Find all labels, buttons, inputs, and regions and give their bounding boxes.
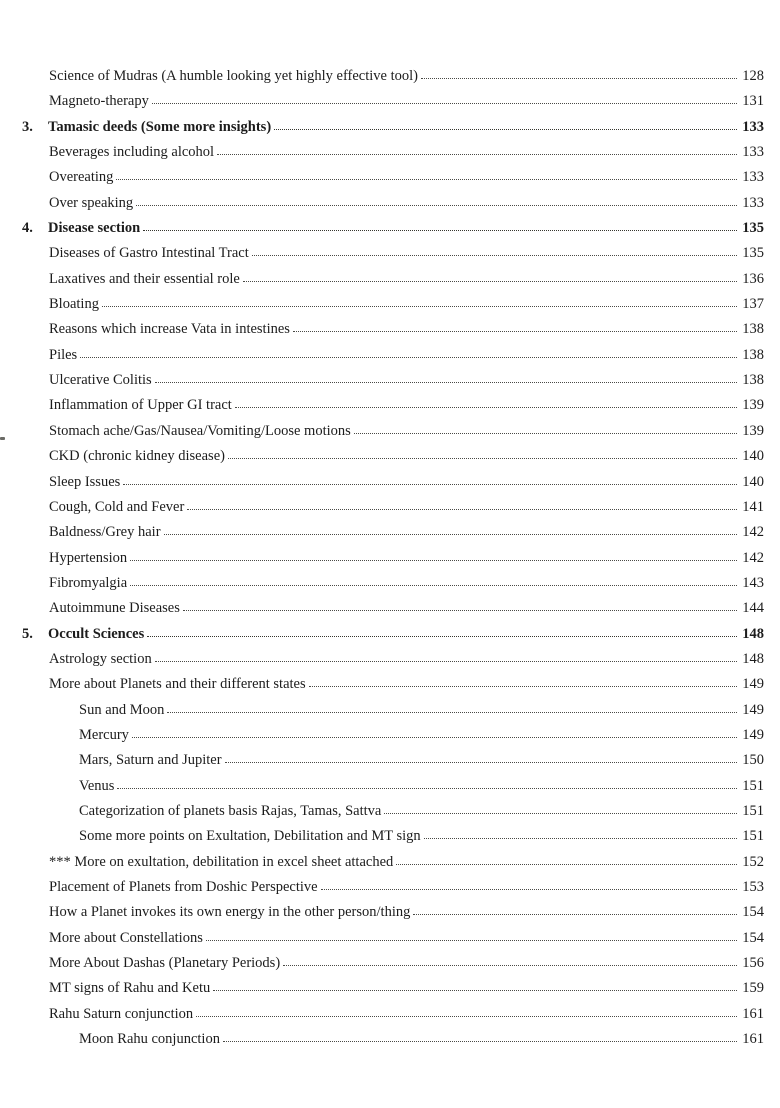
toc-entry-label: Placement of Planets from Doshic Perspective xyxy=(49,879,318,895)
toc-entry-label: Venus xyxy=(79,777,115,794)
dotted-leader xyxy=(206,940,737,941)
dotted-leader xyxy=(167,712,737,713)
dotted-leader xyxy=(274,129,737,130)
toc-entry-label: Hypertension xyxy=(49,549,128,566)
toc-entry xyxy=(22,292,764,317)
toc-entry-label: More about Planets and their different states xyxy=(49,676,306,693)
dotted-leader xyxy=(136,205,737,206)
toc-entry-number: 4. xyxy=(22,220,33,237)
toc-entry xyxy=(22,672,764,697)
toc-entry-page: 138 xyxy=(742,372,764,389)
toc-entry-number: 3. xyxy=(22,118,33,135)
toc-entry-label: Baldness/Grey hair xyxy=(49,524,161,541)
toc-entry xyxy=(22,875,764,900)
toc-entry-label: Occult Sciences xyxy=(48,625,145,642)
toc-entry xyxy=(22,393,764,418)
toc-entry xyxy=(22,723,764,748)
toc-entry-page: 136 xyxy=(742,270,764,287)
dotted-leader xyxy=(116,179,737,180)
toc-entry-label: Moon Rahu conjunction xyxy=(79,1031,220,1048)
toc-entry-page: 128 xyxy=(742,68,764,84)
toc-entry-page: 151 xyxy=(742,777,764,794)
toc-entry xyxy=(22,317,764,342)
toc-entry-label: Inflammation of Upper GI tract xyxy=(49,397,232,414)
toc-entry-label: CKD (chronic kidney disease) xyxy=(49,448,225,465)
toc-entry xyxy=(22,622,764,647)
dotted-leader xyxy=(235,407,737,408)
toc-entry xyxy=(22,1002,764,1027)
toc-entry-page: 154 xyxy=(742,904,764,921)
toc-entry xyxy=(22,419,764,444)
toc-entry xyxy=(22,926,764,951)
toc-entry xyxy=(22,698,764,723)
toc-entry-label: Magneto-therapy xyxy=(49,93,149,110)
toc-entry xyxy=(22,748,764,773)
dotted-leader xyxy=(130,585,737,586)
toc-entry-label: Categorization of planets basis Rajas, Tamas, Sattva xyxy=(79,802,382,819)
toc-entry-label: Cough, Cold and Fever xyxy=(49,498,185,515)
toc-entry-page: 151 xyxy=(742,802,764,819)
toc-entry-label: Bloating xyxy=(49,296,99,313)
toc-entry-page: 161 xyxy=(742,1031,764,1048)
toc-entry-page: 138 xyxy=(742,346,764,363)
toc-entry-page: 140 xyxy=(742,448,764,465)
dotted-leader xyxy=(147,636,737,637)
toc-entry-label: Ulcerative Colitis xyxy=(49,372,152,389)
dotted-leader xyxy=(354,433,737,434)
toc-entry-page: 161 xyxy=(742,1005,764,1022)
toc-entry xyxy=(22,951,764,976)
toc-entry xyxy=(22,520,764,545)
toc-entry-page: 149 xyxy=(742,676,764,693)
toc-entry-page: 148 xyxy=(742,625,764,642)
dotted-leader xyxy=(413,914,737,915)
dotted-leader xyxy=(130,560,737,561)
toc-entry-page: 137 xyxy=(742,296,764,313)
dotted-leader xyxy=(283,965,737,966)
toc-entry-page: 140 xyxy=(742,473,764,490)
dotted-leader xyxy=(228,458,737,459)
dotted-leader xyxy=(155,382,738,383)
toc-entry-label: Stomach ache/Gas/Nausea/Vomiting/Loose motions xyxy=(49,422,351,439)
toc-entry-page: 159 xyxy=(742,980,764,997)
toc-entry-label: Some more points on Exultation, Debilitation and MT sign xyxy=(79,828,421,845)
toc-entry xyxy=(22,470,764,495)
toc-entry-page: 142 xyxy=(742,524,764,541)
toc-entry-page: 133 xyxy=(742,169,764,186)
toc-entry xyxy=(22,546,764,571)
dotted-leader xyxy=(117,788,737,789)
dotted-leader xyxy=(164,534,738,535)
dotted-leader xyxy=(396,864,737,865)
toc-entry xyxy=(22,89,764,114)
toc-entry-page: 131 xyxy=(742,93,764,110)
toc-entry-page: 149 xyxy=(742,726,764,743)
dotted-leader xyxy=(132,737,737,738)
toc-entry xyxy=(22,140,764,165)
toc-entry-label: Mars, Saturn and Jupiter xyxy=(79,752,222,769)
toc-entry xyxy=(22,368,764,393)
toc-entry xyxy=(22,64,764,89)
dotted-leader xyxy=(424,838,738,839)
dotted-leader xyxy=(155,661,738,662)
toc-entry-number: 5. xyxy=(22,625,33,642)
dotted-leader xyxy=(213,990,737,991)
toc-entry-page: 141 xyxy=(742,498,764,515)
dotted-leader xyxy=(196,1016,737,1017)
toc-entry-label: Beverages including alcohol xyxy=(49,144,215,161)
toc-entry-page: 139 xyxy=(742,397,764,414)
toc-entry-label: How a Planet invokes its own energy in the other person/thing xyxy=(49,904,411,921)
dotted-leader xyxy=(243,281,737,282)
toc-entry-page: 135 xyxy=(742,220,764,237)
dotted-leader xyxy=(421,78,737,79)
toc-entry-label: Over speaking xyxy=(49,194,134,211)
scan-artifact xyxy=(0,437,5,440)
toc-entry-label: Rahu Saturn conjunction xyxy=(49,1005,194,1022)
toc-entry-label: More about Constellations xyxy=(49,929,203,946)
toc-entry-label: Overeating xyxy=(49,169,114,186)
toc-entry-label: Sleep Issues xyxy=(49,473,121,490)
dotted-leader xyxy=(187,509,737,510)
toc-entry-label: Science of Mudras (A humble looking yet highly effective tool) xyxy=(49,68,418,84)
toc-entry xyxy=(22,976,764,1001)
dotted-leader xyxy=(102,306,737,307)
toc-entry-page: 143 xyxy=(742,574,764,591)
toc-entry xyxy=(22,824,764,849)
toc-entry xyxy=(22,850,764,875)
toc-entry-page: 151 xyxy=(742,828,764,845)
dotted-leader xyxy=(384,813,737,814)
toc-entry-label: Tamasic deeds (Some more insights) xyxy=(48,118,272,135)
toc-entry-label: MT signs of Rahu and Ketu xyxy=(49,980,211,997)
toc-entry-page: 154 xyxy=(742,929,764,946)
toc-entry-page: 133 xyxy=(742,194,764,211)
toc-entry xyxy=(22,571,764,596)
toc-entry xyxy=(22,115,764,140)
dotted-leader xyxy=(225,762,738,763)
toc-entry-label: Disease section xyxy=(48,220,141,237)
toc-entry xyxy=(22,191,764,216)
toc-entry-label: Sun and Moon xyxy=(79,701,165,718)
dotted-leader xyxy=(223,1041,737,1042)
toc-entry xyxy=(22,216,764,241)
toc-entry-page: 149 xyxy=(742,701,764,718)
dotted-leader xyxy=(309,686,738,687)
toc-entry-label: Reasons which increase Vata in intestines xyxy=(49,321,290,338)
dotted-leader xyxy=(183,610,737,611)
toc-entry xyxy=(22,774,764,799)
toc-entry xyxy=(22,444,764,469)
toc-entry xyxy=(22,1027,764,1052)
toc-entry xyxy=(22,165,764,190)
toc-entry-page: 142 xyxy=(742,549,764,566)
toc-entry-label: Astrology section xyxy=(49,650,152,667)
toc-entry-label: Mercury xyxy=(79,726,129,743)
dotted-leader xyxy=(80,357,737,358)
toc-entry xyxy=(22,343,764,368)
toc-entry-label: Laxatives and their essential role xyxy=(49,270,240,287)
toc-entry-page: 148 xyxy=(742,650,764,667)
toc-entry-page: 133 xyxy=(742,118,764,135)
dotted-leader xyxy=(143,230,737,231)
toc-entry xyxy=(22,267,764,292)
toc-entry xyxy=(22,596,764,621)
toc-entry-label: More About Dashas (Planetary Periods) xyxy=(49,955,281,972)
toc-entry-page: 144 xyxy=(742,600,764,617)
toc-entry xyxy=(22,241,764,266)
toc-entry-page: 139 xyxy=(742,422,764,439)
toc-entry-label: Diseases of Gastro Intestinal Tract xyxy=(49,245,249,262)
toc-entry xyxy=(22,799,764,824)
toc-entry-page: 135 xyxy=(742,245,764,262)
toc-entry xyxy=(22,647,764,672)
toc-entry-label: Autoimmune Diseases xyxy=(49,600,180,617)
dotted-leader xyxy=(123,484,737,485)
toc-entry xyxy=(22,495,764,520)
toc-entry-page: 156 xyxy=(742,955,764,972)
toc-entry xyxy=(22,900,764,925)
toc-entry-page: 138 xyxy=(742,321,764,338)
toc-entry-label: Piles xyxy=(49,346,78,363)
toc-entry-label: *** More on exultation, debilitation in excel sheet attached xyxy=(49,853,394,870)
dotted-leader xyxy=(321,889,738,890)
dotted-leader xyxy=(293,331,737,332)
toc-entry-page: 133 xyxy=(742,144,764,161)
toc-entry-label: Fibromyalgia xyxy=(49,574,128,591)
dotted-leader xyxy=(252,255,738,256)
toc-entry-page: 153 xyxy=(742,879,764,895)
dotted-leader xyxy=(152,103,737,104)
toc-entry-page: 150 xyxy=(742,752,764,769)
toc-entry-page: 152 xyxy=(742,853,764,870)
dotted-leader xyxy=(217,154,737,155)
